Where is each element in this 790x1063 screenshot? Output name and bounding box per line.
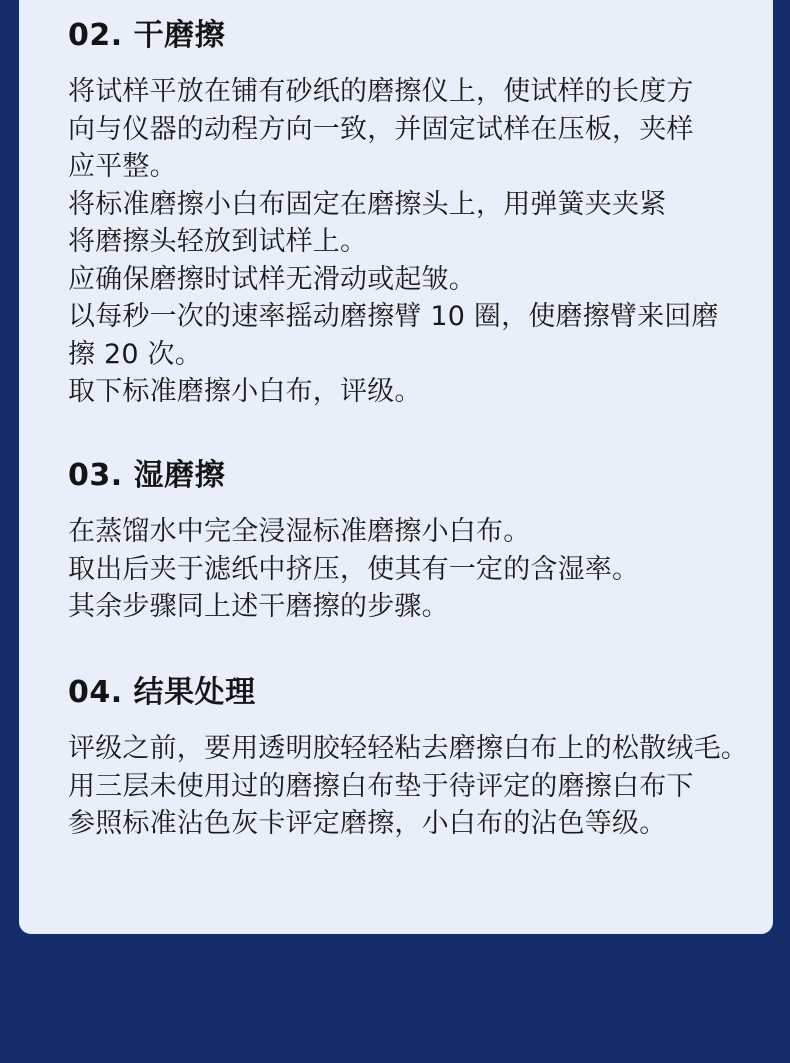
text-line: 将标准磨擦小白布固定在磨擦头上，用弹簧夹夹紧 <box>68 188 667 220</box>
content-card <box>19 0 773 934</box>
text-line: 以每秒一次的速率摇动磨擦臂 10 圈，使磨擦臂来回磨 <box>68 301 719 332</box>
text-line: 取出后夹于滤纸中挤压，使其有一定的含湿率。 <box>68 553 640 585</box>
section-wet-rubbing <box>68 456 773 626</box>
text-line: 取下标准磨擦小白布，评级。 <box>68 376 422 407</box>
text-line: 向与仪器的动程方向一致，并固定试样在压板，夹样 <box>68 113 694 145</box>
text-line: 其余步骤同上述干磨擦的步骤。 <box>68 591 449 622</box>
section-title: 02. 干磨擦 <box>68 18 226 53</box>
text-line: 用三层未使用过的磨擦白布垫于待评定的磨擦白布下 <box>68 770 694 802</box>
section-title: 04. 结果处理 <box>68 675 256 710</box>
text-line: 将试样平放在铺有砂纸的磨擦仪上，使试样的长度方 <box>68 76 694 107</box>
section-body <box>68 730 773 843</box>
section-title: 03. 湿磨擦 <box>68 458 226 493</box>
text-line: 应平整。 <box>68 151 177 182</box>
section-body <box>68 513 773 626</box>
text-line: 评级之前，要用透明胶轻轻粘去磨擦白布上的松散绒毛。 <box>68 733 748 764</box>
text-line: 将磨擦头轻放到试样上。 <box>68 226 368 257</box>
text-line: 在蒸馏水中完全浸湿标准磨擦小白布。 <box>68 516 531 547</box>
section-body <box>68 73 773 411</box>
text-line: 擦 20 次。 <box>68 338 202 370</box>
text-line: 应确保磨擦时试样无滑动或起皱。 <box>68 263 476 295</box>
section-result-processing <box>68 673 773 843</box>
section-dry-rubbing <box>68 16 773 411</box>
text-line: 参照标准沾色灰卡评定磨擦，小白布的沾色等级。 <box>68 808 667 839</box>
